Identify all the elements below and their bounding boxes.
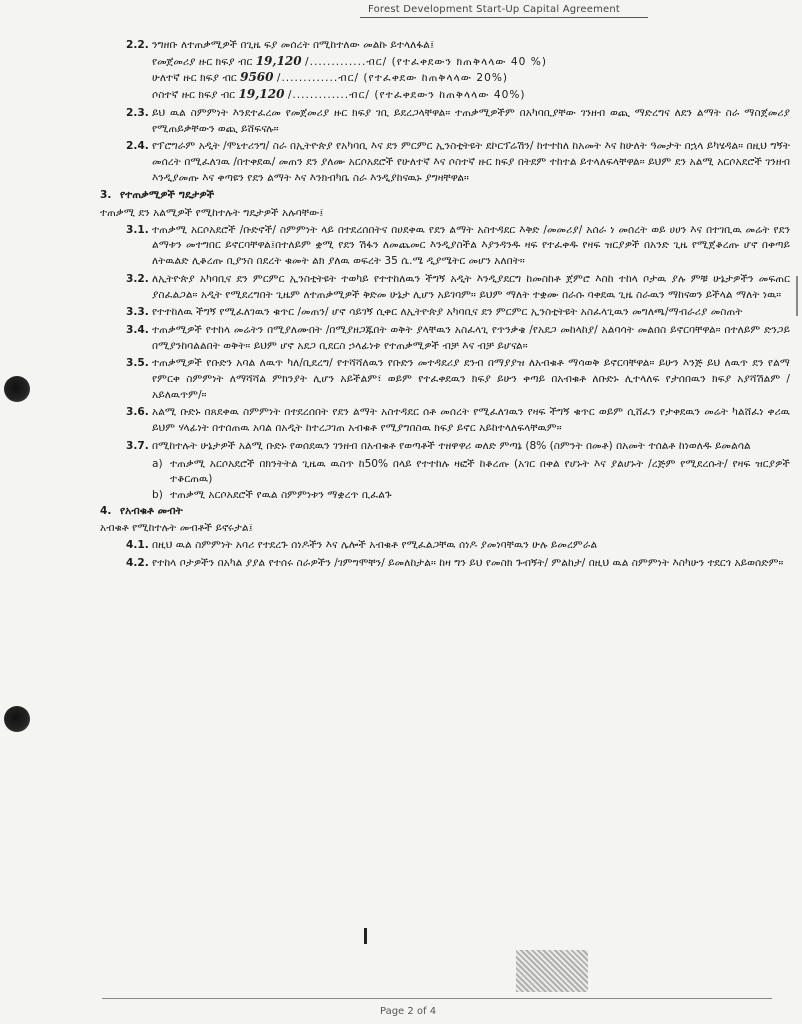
clause-text: ይህ ዉል ስምምነት እንደተፈረመ የመጀመሪያ ዙር ክፍያ ገቢ ይደረጋላቸዋል። ተጠቃሚዎችም በአካባቢያቸው ገንዘብ ወጪ ማድረግና ለደን ልማት ስራ ማስጀመሪያ የሚጠይቃቸውን ወጪ ይሸፍናሉ። — [152, 106, 790, 135]
sub-text: ተጠቃሚ አርሶአደሮች የዉል ስምምነቱን ማቋረጥ ቢፈልጉ — [170, 488, 392, 501]
clause-number: 3.6. — [126, 406, 149, 419]
clause-text: የፕሮግራም አዲት /ሞኒተሪንግ/ ስራ በኢትዮጵያ የአካባቢ እና ደን ምርምር ኢንስቲትዩት ደኮርፕሬሽን/ ከተተከለ ከአመት እና ከሁለት ዓመታት በኋላ ይካሄዳል። በዚህ ግኝት መሰረት በሚፈለገዉ /በተቀደዉ/ መጠን ደን ያለሙ አርሶአደሮች የሁለተኛ እና ሶስተኛ ዙር ክፍያ በትደም ተከተል ይተላለፍላቸዋል። ይህም ደን አልሚ አርሶአደሮች ገንዘብ እንዲያመጡ እና ቀጣዩን የደን ልማት እና እንክብካቤ ስራ እንዲያከናዉኑ ያግዛቸዋል። — [152, 140, 790, 184]
document-body — [100, 38, 790, 574]
clause-text: አልሚ ቡድኑ በጸደቀዉ ስምምነት በተደረሰበት የደን ልማት አስተዳደር ሰቶ መሰረት የሚፈለገዉን የዛፍ ችግኝ ቁጥር ወይም ሲሸፈን የታቀደዉን መሬት ካልሸፈነ ቀሪዉ ይህም ሃላፊነት በተሰጠዉ አባል በአዲት ከተረጋገጠ አብቁቶ የሚያግበስዉ ክፍያ ይኖር አይከተላለፍላቸዉም። — [152, 406, 790, 435]
clause-number: 2.4. — [126, 140, 149, 153]
clause-text: ለኢትዮጵያ አካባቢና ደን ምርምር ኢንስቲትዩት ተወካይ የተተከለዉን ችግኝ አዲት እንዲያደርግ ከመስከቶ ጀምሮ እስከ ተከላ ቦታዉ ያሉ ምቹ ሁኔታዎችን መፍጠር ያስፈልጋል። አዲት የሚደረግበት ጊዜም ለተጠቃሚዎች ቅድመ ሁኔታ ሊሆን አይገባም። ይህም ማለት ተቋሙ በራሱ ባቀደዉ ጊዜ ስራዉን ማከናወን ይችላል ማለት ነዉ። — [152, 272, 790, 301]
section-title: የአብቁቶ መብት — [120, 504, 183, 517]
handwritten-amount-1: 19,120 — [255, 53, 302, 68]
clause-text: ንግዘቡ ለተጠቃሚዎች በጊዜ ፍያ መሰረት በሚከተለው መልኩ ይተላለፋል፤ — [152, 39, 435, 51]
edge-mark — [796, 276, 798, 316]
clause-text: ተጠቃሚዎች የቡድን አባል ለዉጥ ካለ/ቢደረግ/ የተሻሻለዉን የቡድን መተዳደሪያ ደንብ በማያያዝ ለአብቁቶ ማሳወቅ ይኖርባቸዋል። ይሁን እንጅ ይህ ለዉጥ ደን የልማ የምርቀ ስምምነት ለማሻሻል ምክንያት ሊሆን አይችልም፣ ወይም የተፈቀደዉን ክፍያ ይሁን ቀጣይ በአብቁቶ ለቡድኑ ሊተላለፍ የታሰበዉን ክፍያ አያሻሽልም /አይለዉጥም/። — [152, 357, 791, 401]
clause-3-7-a — [152, 457, 790, 488]
clause-3-4 — [126, 323, 790, 354]
clause-4-1 — [126, 538, 790, 554]
page-header: Forest Development Start-Up Capital Agreement — [360, 0, 648, 18]
clause-2-2 — [126, 38, 790, 104]
sub-text: ተጠቃሚ አርሶአደሮች በክንትትል ጊዜዉ ዉስጥ ከ50% በላይ የተተከሉ ዛፎች ከቆረጡ (አገር በቀል የሆኑት እና ያልሆኑት /ረጅም የሚደረሱት/ የዛፍ ዝርያዎች ተቆርጠዉ) — [170, 457, 790, 486]
section-3-intro: ተጠቃሚ ደን አልሚዎች የሚከተሉት ግዴታዎች አሉባቸው፤ — [100, 207, 324, 220]
section-3-heading: 3. የተጠቃሚዎች ግዴታዎች — [100, 188, 790, 204]
clause-text: ተጠቃሚ አርሶአደሮች /ቡድኖች/ ስምምነት ላይ በተደረሰበትና በሀደቀዉ የደን ልማት አስተዳደር እቅድ /መመሪያ/ አሰራ ነ መሰረት ወይ ሀሀን እና በተገቢዉ መሬት የደን ልማቱን መተግበር ይኖርባቸዋል፤በተለይም ቋሚ የደን ሽፋን ለመጨመር እንዲያስችል እያንዳንዱ ዛፍ የተፈቀዱ የዛፍ ዝርያዎች በአንድ ጊዜ የሚጀቆረጡ ሆኖ በቀጣይ ለትዉልድ ሊቆረጡ ቢያንስ በደረት ቁመት ልክ ያለዉ ወፍረት 35 ሴ.ሜ ዲያሜትር መሆን አለበት። — [152, 223, 790, 268]
page-number: Page 2 of 4 — [380, 1006, 437, 1017]
punch-hole-bottom — [4, 706, 30, 732]
clause-3-7 — [126, 439, 790, 455]
payment-line-1: የመጀመሪያ ዙር ክፍያ ብር 19,120 /.............ብር/ (የተፈቀደውን ክጠቅላላው 40 %) — [152, 53, 547, 68]
seal-stamp — [516, 950, 588, 992]
handwritten-amount-2: 9560 — [240, 70, 274, 85]
ink-mark — [364, 928, 367, 944]
clause-2-3 — [126, 106, 790, 137]
clause-3-3 — [126, 305, 790, 321]
section-4-heading: 4. የአብቁቶ መብት — [100, 504, 790, 520]
clause-number: 2.3. — [126, 106, 149, 119]
payment-line-2: ሁለተኛ ዙር ክፍያ ብር 9560 /.............ብር/ (የተፈቀደው ከጠቅላላው 20%) — [152, 70, 509, 85]
clause-number: 3.7. — [126, 439, 149, 452]
clause-number: 3.3. — [126, 306, 149, 319]
clause-number: 3.4. — [126, 323, 149, 336]
punch-hole-top — [4, 376, 30, 402]
clause-number: 4.2. — [126, 556, 149, 569]
clause-number: 3.5. — [126, 357, 149, 370]
section-title: የተጠቃሚዎች ግዴታዎች — [120, 189, 215, 202]
clause-text: ተጠቃሚዎች የተከላ መሬትን በሚያለሙበት /በሚያዘጋጁበት ወቅት ያላቸዉን አስፈላጊ የጥንቃቄ /የአደጋ መከላከያ/ አልባሳት መልበስ ይኖርባቸዋል። በተለይም ድንጋይ በሚያንከባልልበት ወቅት። ይህም ሆኖ አደጋ ቢደርስ ኃላፊነቱ የተጠቃሚዎች ብቻ እና ብቻ ይሆናል። — [152, 323, 790, 352]
footer-divider — [102, 998, 772, 999]
clause-3-1 — [126, 223, 790, 270]
clause-number: 4.1. — [126, 539, 149, 552]
sub-label: b) — [152, 488, 163, 501]
clause-2-4 — [126, 139, 790, 186]
clause-3-2 — [126, 272, 790, 303]
clause-number: 3.2. — [126, 272, 149, 285]
section-4-intro: አብቁቶ የሚከተሉት መብቶች ይኖሩታል፤ — [100, 522, 253, 535]
payment-line-3: ሶስተኛ ዙር ክፍያ ብር 19,120 /.............ብር/ (የተፈቀደውን ከጠቅላላው 40%) — [152, 87, 526, 102]
clause-3-5 — [126, 356, 790, 403]
clause-4-2 — [126, 556, 790, 572]
clause-text: የተከላ ቦታዎችን በአካል ያያል የተሰሩ ስራዎችን /ገምግሞቸን/ ይመለከታል። ከዛ ግን ይህ የመስክ ጉብኝት/ ምልከታ/ በዚህ ዉል ስምምነት እስካሁን ተደርጎ አይወሰድም። — [152, 556, 784, 569]
handwritten-amount-3: 19,120 — [238, 87, 285, 102]
clause-number: 2.2. — [126, 39, 149, 51]
sub-label: a) — [152, 457, 163, 470]
clause-3-7-b — [152, 488, 790, 504]
clause-text: የተተከለዉ ችግኝ የሚፈለገዉን ቁጥር /መጠን/ ሆኖ ሳይገኝ ሲቀር ለኢትዮጵያ አካባቢና ደን ምርምር ኢንስቲትዩት አስፈላጊዉን መግለጫ/ማብራሪያ መስጠት — [152, 306, 743, 319]
clause-3-6 — [126, 405, 790, 436]
clause-text: በዚህ ዉል ስምምነት አባሪ የተደረጉ ሰነዶችን እና ሌሎች አብቁቶ የሚፈልጋቸዉ ሰነዶ ያመነባቸዉን ሁሉ ይመረምራል — [152, 539, 598, 552]
clause-text: በሚከተሉት ሁኔታዎች አልሚ ቡድኑ የወሰደዉን ገንዘብ በአብቁቶ የወጣቶች ተዘዋዋሪ ወለድ ምጣኔ (8% (ስምንት በመቶ) በአመት ተሰልቶ ከነወለዱ ይመልሳል — [152, 439, 751, 452]
clause-number: 3.1. — [126, 223, 149, 236]
